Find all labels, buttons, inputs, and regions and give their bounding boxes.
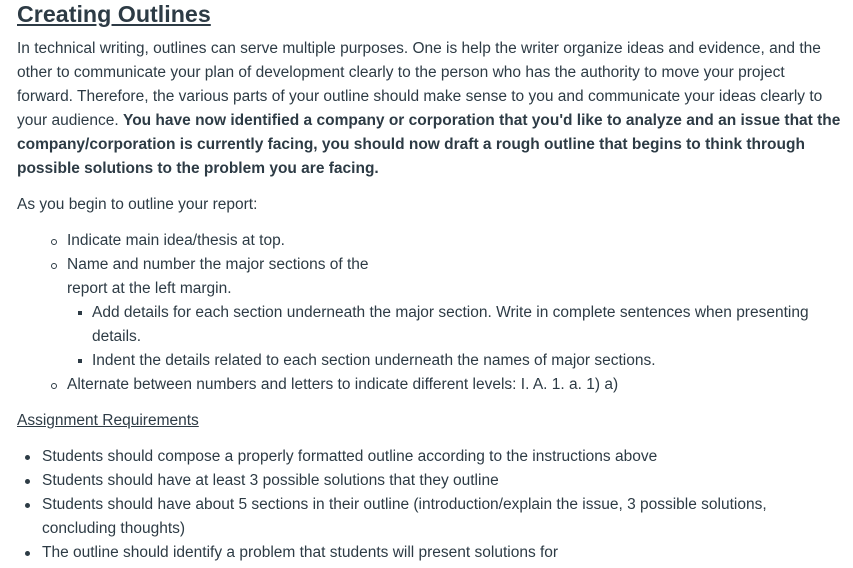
disc-bullet-icon <box>25 551 30 556</box>
list-item-text: Students should have about 5 sections in their outline (introduction/explain the issue, 3 possible solutions, concluding thoughts) <box>42 496 767 537</box>
square-bullet-icon <box>78 359 82 363</box>
list-item <box>67 253 841 373</box>
list-item <box>42 469 841 493</box>
list-item <box>92 349 841 373</box>
list-item-text: Name and number the major sections of the report at the left margin. <box>67 256 369 297</box>
outline-lead-text: As you begin to outline your report: <box>17 196 258 213</box>
list-item <box>42 541 841 565</box>
list-item-text: The outline should identify a problem that students will present solutions for <box>42 544 559 561</box>
requirements-heading: Assignment Requirements <box>17 412 199 429</box>
list-item <box>67 229 841 253</box>
circle-bullet-icon <box>51 383 57 389</box>
list-item <box>92 301 841 349</box>
list-item-text: Indent the details related to each section underneath the names of major sections. <box>92 352 656 369</box>
disc-bullet-icon <box>25 479 30 484</box>
list-item-text: Indicate main idea/thesis at top. <box>67 232 285 249</box>
list-item-text: Students should have at least 3 possible solutions that they outline <box>42 472 499 489</box>
requirements-list <box>42 445 841 565</box>
circle-bullet-icon <box>51 239 57 245</box>
circle-bullet-icon <box>51 263 57 269</box>
page-title: Creating Outlines <box>17 1 211 27</box>
list-item <box>42 445 841 469</box>
outline-substeps-list <box>92 301 841 373</box>
list-item-text: Alternate between numbers and letters to indicate different levels: I. A. 1. a. 1) a) <box>67 376 619 393</box>
list-item-text: Students should compose a properly formatted outline according to the instructions above <box>42 448 658 465</box>
intro-bold-text: You have now identified a company or corporation that you'd like to analyze and an issue that the company/corporation is currently facing, you should now draft a rough outline that begins to think through possible solutions to the problem you are facing. <box>17 112 841 177</box>
outline-steps-list <box>67 229 841 397</box>
intro-paragraph <box>17 37 841 181</box>
intro-text: In technical writing, outlines can serve multiple purposes. One is help the writer organize ideas and evidence, and the other to communicate your plan of development clearly to the person who has the authority to move your project forward. Therefore, the various parts of your outline should make sense to you and communicate your ideas clearly to your audience. <box>17 40 823 129</box>
square-bullet-icon <box>78 311 82 315</box>
list-item-text: Add details for each section underneath the major section. Write in complete sentences when presenting details. <box>92 304 809 345</box>
list-item <box>42 493 841 541</box>
disc-bullet-icon <box>25 455 30 460</box>
list-item <box>67 373 841 397</box>
disc-bullet-icon <box>25 503 30 508</box>
